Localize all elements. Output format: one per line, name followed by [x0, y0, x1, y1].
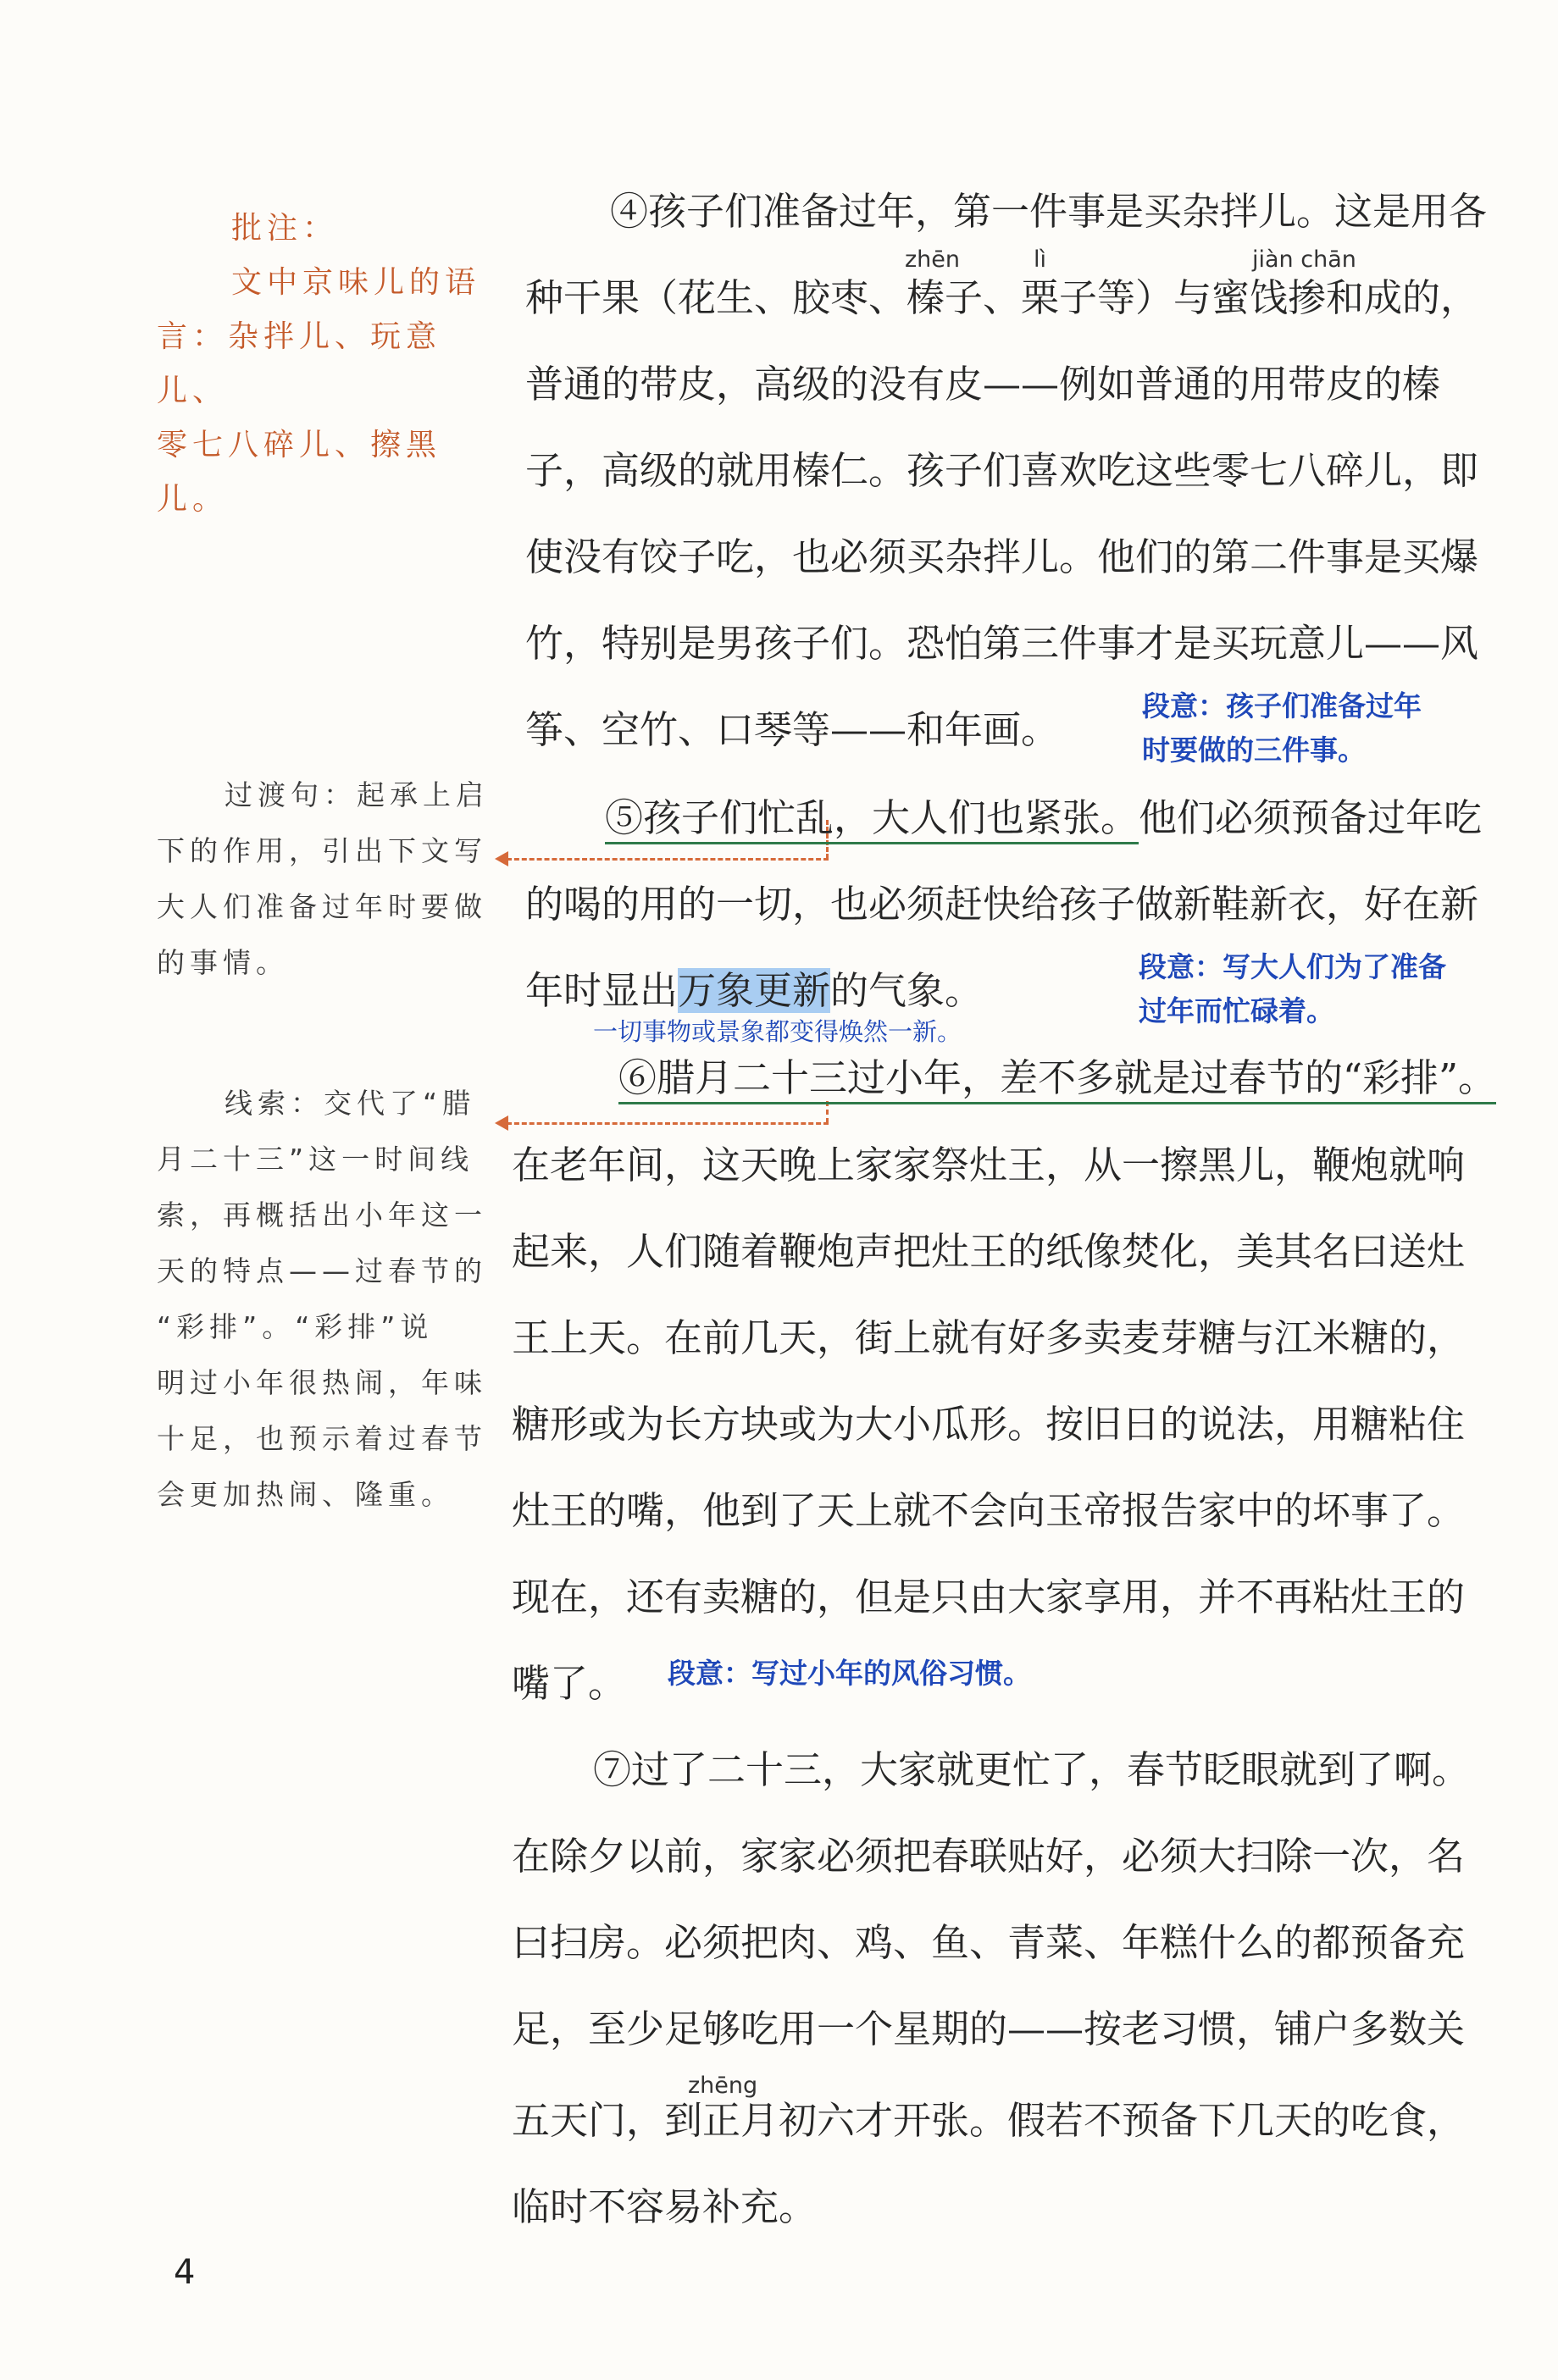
- text-line: 在除夕以前，家家必须把春联贴好，必须大扫除一次，名: [512, 1834, 1466, 1879]
- pinyin-zheng: zhēng: [688, 2073, 758, 2099]
- side-note-line: 过渡句：起承上启: [225, 778, 489, 811]
- text-line: 种干果（花生、胶枣、榛子、栗子等）与蜜饯掺和成的，: [525, 275, 1479, 320]
- side-note-line: 的事情。: [157, 946, 289, 979]
- text-run: 的气象。: [830, 968, 984, 1013]
- side-note-transition: [157, 767, 491, 991]
- underlined-sentence: ⑥腊月二十三过小年，差不多就是过春节的“彩排”。: [618, 1055, 1496, 1104]
- text-line: 曰扫房。必须把肉、鸡、鱼、青菜、年糕什么的都预备充: [512, 1920, 1466, 1965]
- handwritten-note-p5: [1139, 945, 1446, 1033]
- pinyin-zhen: zhēn: [905, 246, 961, 273]
- text-line: 嘴了。: [512, 1661, 627, 1706]
- side-note-line: “彩排”。“彩排”说: [157, 1310, 434, 1343]
- text-line: 灶王的嘴，他到了天上就不会向玉帝报告家中的坏事了。: [512, 1488, 1466, 1533]
- note-line: 段意：孩子们准备过年: [1142, 689, 1422, 722]
- note-line: 过年而忙碌着。: [1139, 994, 1334, 1027]
- page-number: 4: [174, 2253, 196, 2292]
- side-note-line: 索，再概括出小年这一: [157, 1198, 487, 1232]
- side-note-line: 下的作用，引出下文写: [157, 834, 487, 867]
- side-note-line: 十足，也预示着过春节: [157, 1422, 487, 1455]
- text-line: 王上天。在前几天，街上就有好多卖麦芽糖与江米糖的，: [512, 1315, 1466, 1360]
- pinyin-li: lì: [1034, 246, 1047, 273]
- text-line: 普通的带皮，高级的没有皮——例如普通的用带皮的榛: [525, 362, 1441, 407]
- text-line: 临时不容易补充。: [512, 2184, 818, 2229]
- side-note-title: 批注：: [231, 211, 339, 246]
- text-line: 在老年间，这天晚上家家祭灶王，从一擦黑儿，鞭炮就响: [512, 1143, 1466, 1187]
- side-note-line: 零七八碎儿、擦黑儿。: [157, 428, 442, 517]
- note-line: 时要做的三件事。: [1142, 733, 1366, 767]
- note-line: 段意：写大人们为了准备: [1139, 950, 1446, 983]
- text-line: 的喝的用的一切，也必须赶快给孩子做新鞋新衣，好在新: [525, 882, 1479, 927]
- text-line: 子，高级的就用榛仁。孩子们喜欢吃这些零七八碎儿，即: [525, 448, 1479, 493]
- side-note-clue: [157, 1076, 491, 1523]
- text-line: 使没有饺子吃，也必须买杂拌儿。他们的第二件事是买爆: [525, 534, 1479, 579]
- text-line: 现在，还有卖糖的，但是只由大家享用，并不再粘灶王的: [512, 1575, 1466, 1619]
- side-note-line: 会更加热闹、隆重。: [157, 1478, 454, 1511]
- text-line: ⑦过了二十三，大家就更忙了，春节眨眼就到了啊。: [593, 1747, 1471, 1792]
- text-line: 五天门，到正月初六才开张。假若不预备下几天的吃食，: [512, 2098, 1466, 2143]
- highlighted-phrase: 万象更新: [678, 968, 831, 1013]
- text-line: [605, 793, 1558, 844]
- arrow-connector: [507, 858, 829, 861]
- handwritten-note-p4: [1142, 684, 1422, 772]
- side-note-line: 大人们准备过年时要做: [157, 890, 487, 923]
- text-run: 他们必须预备过年吃: [1139, 795, 1483, 840]
- side-note-line: 文中京味儿的语: [231, 265, 481, 300]
- arrow-connector: [507, 1122, 829, 1125]
- pinyin-jianchan: jiàn chān: [1252, 246, 1356, 273]
- arrowhead-icon: [495, 1115, 508, 1131]
- side-note-line: 天的特点——过春节的: [157, 1254, 487, 1287]
- side-note-line: 明过小年很热闹，年味: [157, 1366, 487, 1399]
- side-note-line: 线索：交代了“腊: [225, 1087, 476, 1120]
- text-line: ④孩子们准备过年，第一件事是买杂拌儿。这是用各: [610, 189, 1488, 234]
- text-line: [618, 1053, 1558, 1104]
- side-note-line: 月二十三”这一时间线: [157, 1143, 474, 1176]
- text-run: 年时显出: [525, 968, 679, 1013]
- side-note-jingwei: [157, 202, 491, 527]
- handwritten-explanation: 一切事物或景象都变得焕然一新。: [593, 1017, 962, 1046]
- text-line: 糖形或为长方块或为大小瓜形。按旧日的说法，用糖粘住: [512, 1402, 1466, 1447]
- text-line: 竹，特别是男孩子们。恐怕第三件事才是买玩意儿——风: [525, 621, 1479, 666]
- underlined-sentence: ⑤孩子们忙乱，大人们也紧张。: [605, 795, 1139, 844]
- arrowhead-icon: [495, 851, 508, 866]
- text-line: 足，至少足够吃用一个星期的——按老习惯，铺户多数关: [512, 2006, 1466, 2051]
- handwritten-note-p6: 段意：写过小年的风俗习惯。: [668, 1657, 1031, 1690]
- text-line: 筝、空竹、口琴等——和年画。: [525, 707, 1060, 752]
- side-note-line: 言：杂拌儿、玩意儿、: [157, 319, 442, 408]
- text-line: 起来，人们随着鞭炮声把灶王的纸像焚化，美其名曰送灶: [512, 1229, 1466, 1274]
